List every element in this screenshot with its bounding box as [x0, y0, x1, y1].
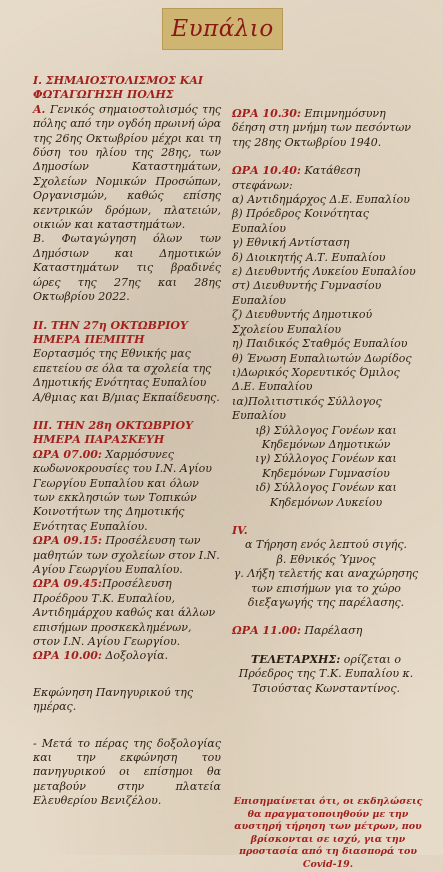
- schedule-1000: [33, 649, 221, 663]
- wreath-item: α) Αντιδημάρχος Δ.Ε. Ευπαλίου: [232, 193, 410, 207]
- schedule-1030: [232, 107, 420, 150]
- section-4-heading: IV.: [232, 523, 248, 537]
- text-0700: Χαρμόσυνες κωδωνοκρουσίες του Ι.Ν. Αγίου Γεωργίου Ευπαλίου και όλων των εκκλησιών των Τοπικών Κοινοτήτων της Δημοτικής Ενότητας Ευπαλίου.: [33, 447, 212, 533]
- section-1-a-letter: Α.: [33, 102, 46, 116]
- time-1100: ΩΡΑ 11.00:: [232, 624, 301, 638]
- section-1-a-text: Γενικός σημαιοστολισμός της πόλης από την ογδόη πρωινή ώρα της 26ης Οκτωβρίου μέχρι και τη δύση του ηλίου της 28ης, των Δημοσίων Καταστημάτων, Σχολείων Νομικών Προσώπων, Οργανισμών, καθώς επίσης κεντρικών δρόμων, πλατειών, οικιών και καταστημάτων.: [33, 102, 222, 232]
- section-4-item: β. Εθνικός Ύμνος: [276, 552, 376, 566]
- time-1040: ΩΡΑ 10.40:: [232, 164, 301, 178]
- section-4-list: [232, 538, 420, 610]
- right-column: [232, 107, 420, 696]
- wreath-item: θ) Ένωση Ευπαλιωτών Δωρίδος: [232, 351, 412, 365]
- left-column: [33, 74, 221, 809]
- section-1-b: Β. Φωταγώγηση όλων των Δημόσιων και Δημοτικών Καταστημάτων τις βραδινές ώρες της 27ης και 28ης Οκτωβρίου 2022.: [33, 232, 221, 304]
- wreath-item: στ) Διευθυντής Γυμνασίου Ευπαλίου: [232, 279, 382, 307]
- schedule-0700: [33, 448, 221, 534]
- section-4-item: γ. Λήξη τελετής και αναχώρησης των επισήμων για το χώρο διεξαγωγής της παρέλασης.: [233, 567, 419, 609]
- text-1100: Παρέλαση: [300, 624, 363, 638]
- wreath-item: δ) Διοικητής Α.Τ. Ευπαλίου: [232, 250, 386, 264]
- section-1-heading: Ι. ΣΗΜΑΙΟΣΤΟΛΙΣΜΟΣ ΚΑΙ ΦΩΤΑΓΩΓΗΣΗ ΠΟΛΗΣ: [33, 74, 204, 102]
- wreath-item: ε) Διευθυντής Λυκείου Ευπαλίου: [232, 265, 416, 279]
- page-title: Ευπάλιο: [171, 16, 274, 42]
- section-3-heading: ΙΙΙ. ΤΗΝ 28η ΟΚΤΩΒΡΙΟΥ ΗΜΕΡΑ ΠΑΡΑΣΚΕΥΗ: [33, 418, 193, 447]
- time-0915: ΩΡΑ 09.15:: [33, 534, 102, 548]
- wreath-item: β) Πρόεδρος Κοινότητας Ευπαλίου: [232, 207, 369, 235]
- section-2-text: Εορτασμός της Εθνικής μας επετείου σε όλα τα σχολεία της Δημοτικής Ενότητας Ευπαλίου Α/θμιας και Β/μιας Εκπαίδευσης.: [33, 347, 220, 404]
- wreath-item: ια)Πολιτιστικός Σύλλογος Ευπαλίου: [232, 394, 382, 423]
- section-2-heading: ΙΙ. ΤΗΝ 27η ΟΚΤΩΒΡΙΟΥ ΗΜΕΡΑ ΠΕΜΠΤΗ: [33, 318, 188, 346]
- wreath-item: ιγ) Σύλλογος Γονέων και Κηδεμόνων Γυμνασίου: [255, 452, 397, 480]
- schedule-0945: [33, 577, 221, 649]
- wreath-item: η) Παιδικός Σταθμός Ευπαλίου: [232, 337, 408, 351]
- text-0945: Προσέλευση Προέδρου Τ.Κ. Ευπαλίου, Αντιδημάρχου καθώς και άλλων επισήμων προσκεκλημένων, στον Ι.Ν. Αγίου Γεωργίου.: [33, 577, 216, 649]
- text-1000: Δοξολογία.: [101, 649, 169, 663]
- wreath-item: γ) Εθνική Αντίσταση: [232, 236, 350, 250]
- wreath-item: ιβ) Σύλλογος Γονέων και Κηδεμόνων Δημοτικών: [255, 423, 397, 451]
- time-0700: ΩΡΑ 07.00:: [33, 447, 102, 461]
- time-1030: ΩΡΑ 10.30:: [232, 107, 301, 120]
- after-text: - Μετά το πέρας της δοξολογίας και την εκφώνηση του πανηγυρικού οι επίσημοι θα μεταβούν στην πλατεία Ελευθερίου Βενιζέλου.: [33, 736, 221, 808]
- covid-notice: Επισημαίνεται ότι, οι εκδηλώσεις θα πραγματοποιηθούν με την αυστηρή τήρηση των μέτρων, που βρίσκονται σε ισχύ, για την προστασία από τη διασπορά του Covid-19.: [233, 796, 423, 870]
- wreath-item: ζ) Διευθυντής Δημοτικού Σχολείου Ευπαλίου: [232, 308, 373, 336]
- text-1030: Επιμνημόσυνη δέηση στη μνήμη των πεσόντων της 28ης Οκτωβρίου 1940.: [232, 107, 411, 149]
- schedule-0915: [33, 534, 221, 577]
- wreath-list: [232, 193, 420, 510]
- title-banner: [162, 8, 283, 50]
- marshal-label: ΤΕΛΕΤΑΡΧΗΣ:: [251, 652, 341, 666]
- schedule-1040: [232, 164, 420, 193]
- section-4-item: α Τήρηση ενός λεπτού σιγής.: [244, 538, 407, 552]
- wreath-item: ιδ) Σύλλογος Γονέων και Κηδεμόνων Λυκείου: [255, 481, 397, 509]
- text-1040: Κατάθεση στεφάνων:: [232, 164, 361, 192]
- marshal: [232, 653, 420, 696]
- schedule-1100: [232, 624, 420, 638]
- time-1000: ΩΡΑ 10.00:: [33, 649, 102, 663]
- text-0915: Προσέλευση των μαθητών των σχολείων στον Ι.Ν. Αγίου Γεωργίου Ευπαλίου.: [33, 534, 220, 576]
- time-0945: ΩΡΑ 09.45:: [33, 577, 102, 591]
- marshal-text: ορίζεται ο Πρόεδρος της Τ.Κ. Ευπαλίου κ. Τσιούστας Κωνσταντίνος.: [238, 652, 414, 695]
- wreath-item: ι)Δωρικός Χορευτικός Όμιλος Δ.Ε. Ευπαλίου: [232, 365, 400, 394]
- section-1-a: [33, 103, 221, 233]
- speech-text: Εκφώνηση Πανηγυρικού της ημέρας.: [33, 685, 193, 714]
